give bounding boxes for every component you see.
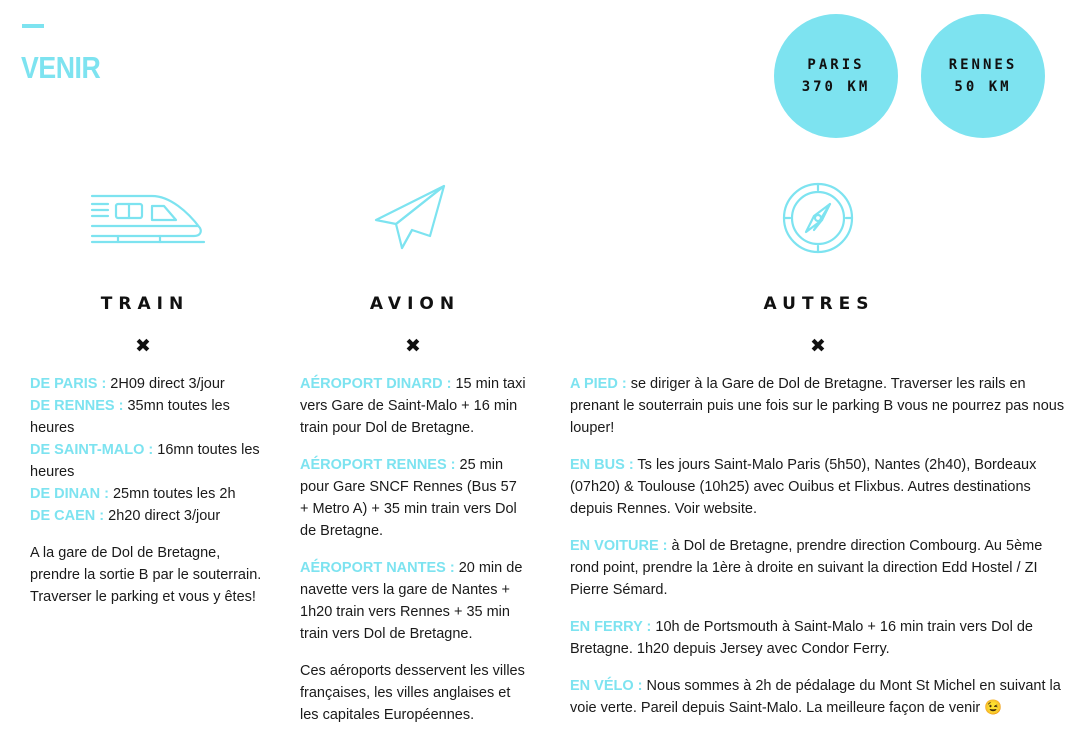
compass-icon <box>780 180 856 256</box>
avion-note: Ces aéroports desservent les villes françaises, les villes anglaises et les capitales Européennes. <box>300 663 525 723</box>
route-line: DE DINAN : 25mn toutes les 2h <box>30 486 236 502</box>
transport-item: EN VÉLO : Nous sommes à 2h de pédalage du Mont St Michel en suivant la voie verte. Pareil depuis Saint-Malo. La meilleure façon de venir 😉 <box>570 678 1061 716</box>
page-title: VENIR <box>21 50 101 85</box>
airport-item: AÉROPORT DINARD : 15 min taxi vers Gare de Saint-Malo + 16 min train pour Dol de Bretagne. <box>300 376 526 436</box>
column-title-autres: AUTRES <box>763 294 875 314</box>
distance-city: RENNES <box>948 57 1018 73</box>
distance-badge-rennes <box>921 14 1045 138</box>
distance-city: PARIS <box>807 57 865 73</box>
distance-value: 50 KM <box>954 79 1012 95</box>
train-info <box>30 373 262 623</box>
autres-info <box>570 373 1070 734</box>
train-icon <box>90 190 208 248</box>
transport-item: EN VOITURE : à Dol de Bretagne, prendre direction Combourg. Au 5ème rond point, prendre la 1ère à droite en suivant la direction Edd Hostel / ZI Pierre Sémard. <box>570 538 1043 598</box>
transport-item: EN FERRY : 10h de Portsmouth à Saint-Malo + 16 min train vers Dol de Bretagne. 1h20 depuis Jersey avec Condor Ferry. <box>570 619 1033 657</box>
column-title-train: TRAIN <box>100 294 190 314</box>
route-line: DE PARIS : 2H09 direct 3/jour <box>30 376 225 392</box>
title-accent-bar <box>22 24 44 28</box>
train-routes <box>30 373 262 527</box>
train-note: A la gare de Dol de Bretagne, prendre la sortie B par le souterrain. Traverser le parking et vous y êtes! <box>30 545 262 605</box>
cross-divider: ✖ <box>810 335 826 357</box>
transport-item: EN BUS : Ts les jours Saint-Malo Paris (5h50), Nantes (2h40), Bordeaux (07h20) & Toulouse (10h25) avec Ouibus et Flixbus. Autres destinations depuis Rennes. Voir website. <box>570 457 1037 517</box>
route-line: DE RENNES : 35mn toutes les heures <box>30 398 230 436</box>
distance-badge-paris <box>774 14 898 138</box>
paper-plane-icon <box>374 184 448 252</box>
cross-divider: ✖ <box>405 335 421 357</box>
distance-value: 370 KM <box>801 79 871 95</box>
column-title-avion: AVION <box>369 294 461 314</box>
airport-item: AÉROPORT NANTES : 20 min de navette vers la gare de Nantes + 1h20 train vers Rennes + 35 min train vers Dol de Bretagne. <box>300 560 523 642</box>
route-line: DE CAEN : 2h20 direct 3/jour <box>30 508 221 524</box>
cross-divider: ✖ <box>135 335 151 357</box>
route-line: DE SAINT-MALO : 16mn toutes les heures <box>30 442 260 480</box>
airport-item: AÉROPORT RENNES : 25 min pour Gare SNCF Rennes (Bus 57 + Metro A) + 35 min train vers Dol de Bretagne. <box>300 457 517 539</box>
transport-item: A PIED : se diriger à la Gare de Dol de Bretagne. Traverser les rails en prenant le souterrain puis une fois sur le parking B vous ne pourrez pas nous louper! <box>570 376 1065 436</box>
avion-info <box>300 373 528 741</box>
